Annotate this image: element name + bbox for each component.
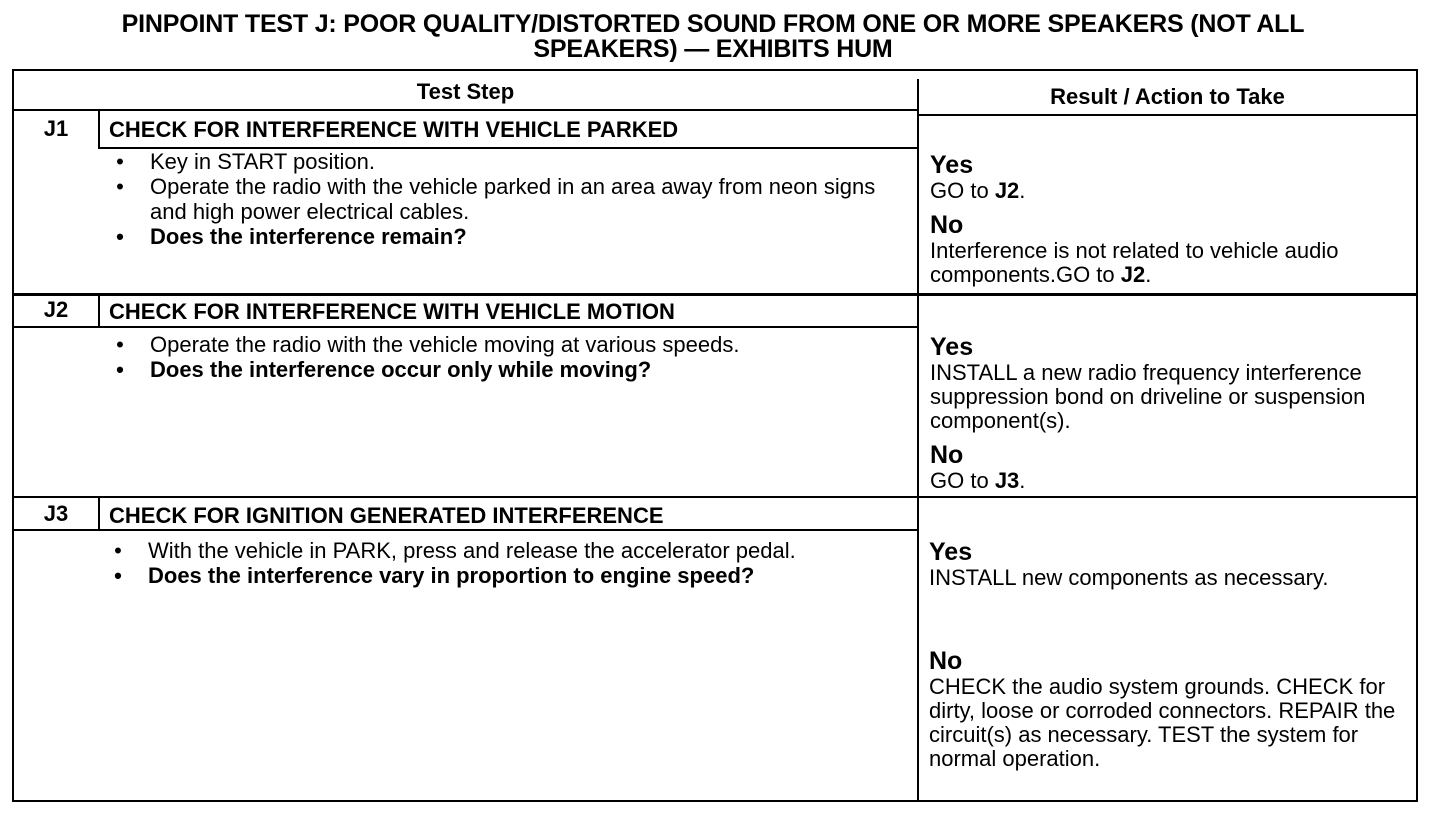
yes-label: Yes — [930, 151, 974, 179]
bullet-icon: • — [116, 174, 124, 199]
id-divider-j2 — [98, 293, 100, 328]
column-divider — [917, 79, 919, 800]
bullet-icon: • — [116, 357, 124, 382]
j2-bottom — [14, 496, 1416, 498]
pinpoint-test-table — [12, 69, 1418, 802]
step-id-j2: J2 — [43, 297, 69, 322]
no-action: Interference is not related to vehicle audio components.GO to J2. — [930, 238, 1339, 287]
yes-action: INSTALL a new radio frequency interference suppression bond on driveline or suspension component(s). — [930, 360, 1366, 433]
list-item: • With the vehicle in PARK, press and release the accelerator pedal. — [110, 538, 870, 563]
no-action: GO to J3. — [930, 468, 1026, 493]
header-divider — [14, 109, 919, 111]
step-question-j2: • Does the interference occur only while moving? — [112, 357, 902, 382]
result-j3-yes — [929, 538, 1413, 590]
yes-label: Yes — [929, 538, 973, 566]
id-divider-j3 — [98, 496, 100, 531]
result-header-divider — [917, 114, 1416, 116]
step-title-j2: CHECK FOR INTERFERENCE WITH VEHICLE MOTION — [109, 299, 675, 324]
result-j3-no — [929, 647, 1399, 771]
header-test-step: Test Step — [416, 79, 515, 104]
step-bullets-j1 — [112, 149, 882, 249]
j2-title-divider — [14, 326, 919, 328]
bullet-icon: • — [116, 224, 124, 249]
bullet-icon: • — [116, 149, 124, 174]
yes-label: Yes — [930, 333, 974, 361]
result-j2 — [930, 333, 1414, 493]
step-bullets-j3 — [110, 538, 870, 588]
list-item: • Key in START position. — [112, 149, 882, 174]
yes-action: INSTALL new components as necessary. — [929, 565, 1329, 590]
no-label: No — [929, 647, 963, 675]
list-item: • Operate the radio with the vehicle parked in an area away from neon signs and high power electrical cables. — [112, 174, 882, 224]
title-line-2: SPEAKERS) — EXHIBITS HUM — [533, 35, 893, 63]
no-action: CHECK the audio system grounds. CHECK for dirty, loose or corroded connectors. REPAIR the circuit(s) as necessary. TEST the system for normal operation. — [929, 674, 1396, 771]
list-item: • Operate the radio with the vehicle moving at various speeds. — [112, 332, 902, 357]
step-title-j3: CHECK FOR IGNITION GENERATED INTERFERENCE — [109, 503, 664, 528]
page-title — [0, 12, 1426, 62]
step-question-j3: • Does the interference vary in proportion to engine speed? — [110, 563, 870, 588]
j3-title-divider — [14, 529, 919, 531]
step-id-j3: J3 — [43, 501, 69, 526]
bullet-icon: • — [116, 332, 124, 357]
step-title-j1: CHECK FOR INTERFERENCE WITH VEHICLE PARKED — [109, 117, 679, 142]
result-j1 — [930, 151, 1414, 287]
title-line-1: PINPOINT TEST J: POOR QUALITY/DISTORTED SOUND FROM ONE OR MORE SPEAKERS (NOT ALL — [121, 10, 1305, 38]
bullet-icon: • — [114, 538, 122, 563]
header-result-action: Result / Action to Take — [1050, 84, 1285, 109]
step-bullets-j2 — [112, 332, 902, 382]
no-label: No — [930, 211, 964, 239]
id-divider-j1 — [98, 109, 100, 147]
step-question-j1: • Does the interference remain? — [112, 224, 882, 249]
yes-action: GO to J2. — [930, 178, 1026, 203]
no-label: No — [930, 441, 964, 469]
step-id-j1: J1 — [43, 116, 69, 141]
bullet-icon: • — [114, 563, 122, 588]
j1-bottom — [14, 293, 1416, 296]
